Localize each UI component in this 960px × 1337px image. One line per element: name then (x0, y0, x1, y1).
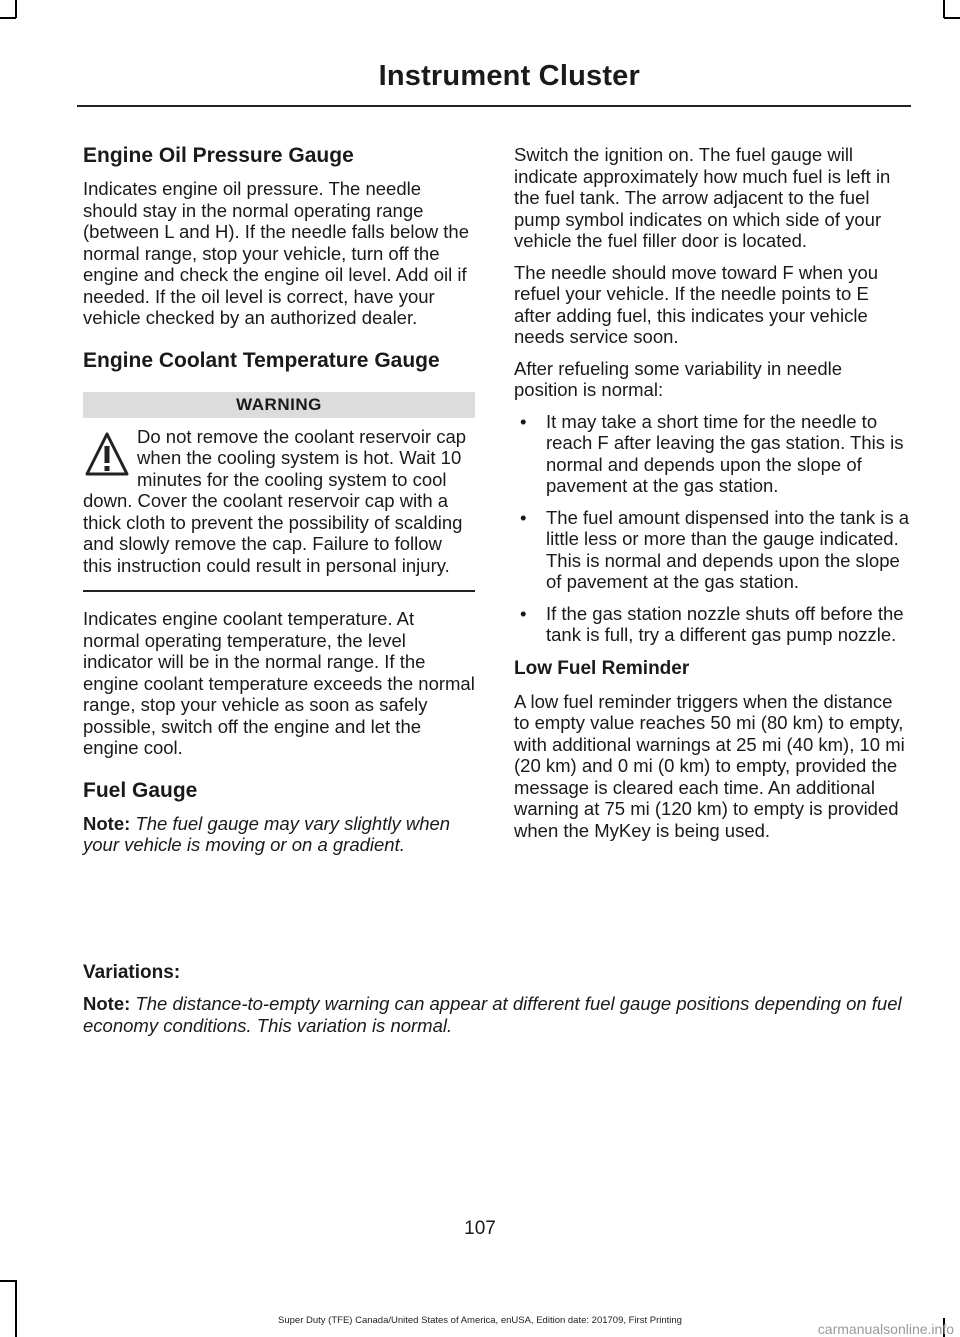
page-header-title: Instrument Cluster (378, 60, 640, 92)
right-column (514, 144, 910, 851)
list-item-text: The fuel amount dispensed into the tank is a little less or more than the gauge indicated. This is normal and depends upon the slope of pavement at the gas station. (546, 506, 910, 592)
list-item-text: If the gas station nozzle shuts off before the tank is full, try a different gas pump nozzle. (546, 602, 904, 645)
note-label: Note: (83, 812, 131, 834)
fuel-gauge-note (83, 813, 475, 856)
crop-mark-bottom-left-h (0, 1280, 16, 1282)
list-item (514, 507, 910, 593)
crop-mark-top-right (943, 0, 945, 18)
variations-section (83, 962, 911, 1046)
warning-box (83, 426, 475, 593)
bullet-icon: • (520, 602, 527, 624)
list-item (514, 411, 910, 497)
watermark: carmanualsonline.info (817, 1321, 954, 1337)
footer-edition-info: Super Duty (TFE) Canada/United States of America, enUSA, Edition date: 201709, First Printing (278, 1315, 682, 1326)
fuel-gauge-heading: Fuel Gauge (83, 778, 198, 802)
variations-note (83, 993, 911, 1036)
list-item-text: It may take a short time for the needle to reach F after leaving the gas station. This is normal and depends upon the slope of pavement at the gas station. (546, 410, 904, 496)
left-column (83, 144, 475, 866)
coolant-text: Indicates engine coolant temperature. At normal operating temperature, the level indicator will be in the normal range. If the engine coolant temperature exceeds the normal range, stop your vehicle as soon as safely possible, switch off the engine and let the engine cool. (83, 608, 475, 758)
fuel-gauge-text-3: After refueling some variability in needle position is normal: (514, 357, 843, 400)
warning-text: Do not remove the coolant reservoir cap when the cooling system is hot. Wait 10 minutes for the cooling system to cool down. Cover the coolant reservoir cap with a thick cloth to prevent the possibility of scalding and slowly remove the cap. Failure to follow this instruction could result in personal injury. (83, 425, 467, 576)
low-fuel-text: A low fuel reminder triggers when the distance to empty value reaches 50 mi (80 km) to empty, with additional warnings at 25 mi (40 km), 10 mi (20 km) and 0 mi (0 km) to empty, provided the message is cleared each time. An additional warning at 75 mi (120 km) to empty is provided when the MyKey is being used. (514, 690, 905, 841)
bullet-icon: • (520, 506, 527, 528)
crop-mark-top-left (15, 0, 17, 18)
refuel-variability-list (514, 411, 910, 646)
oil-pressure-heading: Engine Oil Pressure Gauge (83, 144, 354, 167)
oil-pressure-text: Indicates engine oil pressure. The needle should stay in the normal operating range (between L and H). If the needle falls below the normal range, stop your vehicle, turn off the engine and check the engine oil level. Add oil if needed. If the oil level is correct, have your vehicle checked by an authorized dealer. (83, 178, 469, 328)
fuel-gauge-note-text: The fuel gauge may vary slightly when your vehicle is moving or on a gradient. (83, 812, 451, 855)
fuel-gauge-text-1: Switch the ignition on. The fuel gauge will indicate approximately how much fuel is left in the fuel tank. The arrow adjacent to the fuel pump symbol indicates on which side of your vehicle the fuel filler door is located. (514, 144, 891, 251)
warning-label: WARNING (83, 392, 475, 418)
bullet-icon: • (520, 410, 527, 432)
fuel-gauge-text-2: The needle should move toward F when you refuel your vehicle. If the needle points to E after adding fuel, this indicates your vehicle needs service soon. (514, 261, 879, 347)
variations-note-text: The distance-to-empty warning can appear at different fuel gauge positions depending on fuel economy conditions. This variation is normal. (83, 993, 902, 1036)
crop-mark-bottom-left (15, 1280, 17, 1337)
coolant-heading: Engine Coolant Temperature Gauge (83, 348, 440, 372)
header-divider (77, 105, 911, 107)
variations-heading: Variations: (83, 962, 181, 983)
list-item (514, 603, 910, 646)
crop-mark-top-left-h (0, 17, 16, 19)
low-fuel-heading: Low Fuel Reminder (514, 657, 690, 679)
page-number: 107 (464, 1218, 496, 1239)
note-label: Note: (83, 993, 131, 1014)
warning-triangle-icon (83, 428, 131, 480)
crop-mark-top-right-h (944, 17, 960, 19)
